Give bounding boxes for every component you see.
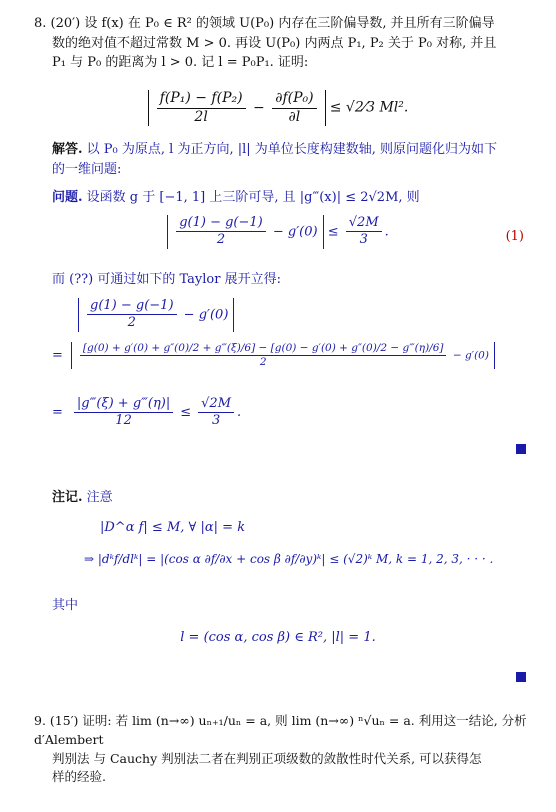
note-line3: l = (cos α, cos β) ∈ R², |l| = 1. <box>180 630 376 645</box>
problem-9-number: 9. <box>34 713 46 728</box>
note-section <box>0 488 556 508</box>
problem-8-inequality: $\frac{\text{f(P₁) − f(P₂)}}{2l}$ − $\frac{\text{∂f(P₀)}}{\partial l}$ ≤ √2⁄3 Ml². <box>0 90 556 126</box>
answer-line1: 以 P₀ 为原点, l 为正方向, |l| 为单位长度构建数轴, 则原问题化归为如下 <box>86 142 498 157</box>
note-line2: ⇒ |dᵏf/dlᵏ| = |(cos α ∂f/∂x + cos β ∂f/∂y)ᵏ| ≤ (√2)ᵏ M, k = 1, 2, 3, · · · . <box>84 552 494 566</box>
qed-square-1 <box>516 444 526 454</box>
problem-9-score: (15′) <box>49 713 79 728</box>
taylor-intro: 而 (??) 可通过如下的 Taylor 展开立得: <box>52 272 281 287</box>
note-label: 注记. <box>52 490 83 505</box>
problem-8 <box>0 14 556 73</box>
problem-8-number: 8. <box>34 16 47 31</box>
note-text: 注意 <box>86 490 113 505</box>
answer-section <box>0 140 556 179</box>
problem-8-line1: 设 f(x) 在 P₀ ∈ R² 的领域 U(P₀) 内存在三阶偏导数, 并且所有三阶偏导 <box>84 16 495 31</box>
problem-9-line3: 样的经验. <box>52 769 106 785</box>
note-where: 其中 <box>52 598 79 613</box>
problem-8-line2: 数的绝对值不超过常数 M > 0. 再设 U(P₀) 内两点 P₁, P₂ 关于 P₀ 对称, 并且 <box>52 35 497 51</box>
taylor-line1: $\frac{g(1) - g(-1)}{2}$ − g′(0) <box>0 298 556 332</box>
taylor-line2: = [g(0) + g′(0) + g″(0)/2 + g‴(ξ)/6] − [g(0) − g′(0) + g″(0)/2 − g‴(η)/6] 2 − g′(0) <box>0 342 556 369</box>
equation-tag: (1) <box>505 229 524 244</box>
problem-statement <box>0 188 556 208</box>
problem-9 <box>0 712 556 787</box>
note-line1: |D^α f| ≤ M, ∀ |α| = k <box>100 520 246 535</box>
answer-line2: 的一维问题: <box>52 161 122 177</box>
problem-9-line1: 证明: 若 lim (n→∞) uₙ₊₁/uₙ = a, 则 lim (n→∞) ⁿ√uₙ = a. 利用这一结论, 分析 d′Alembert <box>34 713 527 747</box>
problem-text: 设函数 g 于 [−1, 1] 上三阶可导, 且 |g‴(x)| ≤ 2√2M, 则 <box>86 190 420 205</box>
qed-square-2 <box>516 672 526 682</box>
problem-label: 问题. <box>52 190 83 205</box>
problem-9-line2: 判别法 与 Cauchy 判别法二者在判别正项级数的敛散性时代关系, 可以获得怎 <box>52 750 482 766</box>
answer-label: 解答. <box>52 142 83 157</box>
problem-8-score: (20′) <box>50 16 81 31</box>
problem-8-line3: P₁ 与 P₀ 的距离为 l > 0. 记 l = P₀P₁. 证明: <box>52 55 309 70</box>
taylor-line3: = $\frac{|g‴(\xi) + g‴(\eta)|}{12}$ ≤ $\frac{√2M}{3}$ . <box>52 396 242 429</box>
problem-equation-1: $\frac{g(1) - g(-1)}{2}$ − g′(0) ≤ $\frac{√2M}{3}$ . (1) <box>0 215 556 259</box>
